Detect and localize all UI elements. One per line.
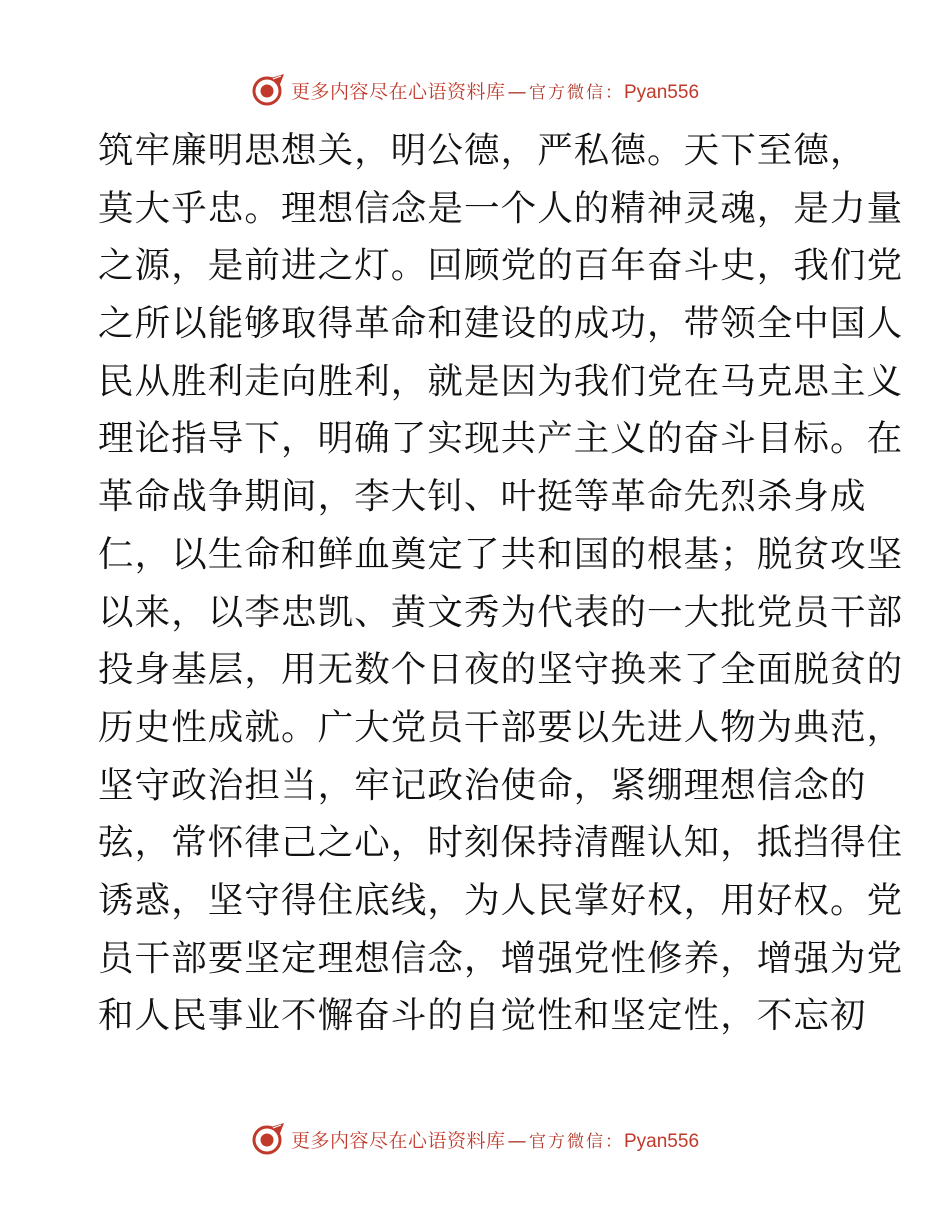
banner-separator: — xyxy=(507,1129,527,1152)
pen-nib-circle-icon xyxy=(251,1121,287,1157)
text-line: 莫大乎忠。理想信念是一个人的精神灵魂，是力量 xyxy=(98,187,904,229)
banner-label: 官方微信： xyxy=(529,1131,624,1152)
banner-main-text: 更多内容尽在心语资料库 xyxy=(290,80,506,103)
text-line: 筑牢廉明思想关，明公德，严私德。天下至德， xyxy=(98,130,867,171)
text-line: 仁，以生命和鲜血奠定了共和国的根基；脱贫攻坚 xyxy=(98,533,904,575)
banner-account: Pyan556 xyxy=(624,81,700,103)
banner-label: 官方微信： xyxy=(529,82,624,103)
text-line: 投身基层，用无数个日夜的坚守换来了全面脱贫的 xyxy=(98,649,904,691)
banner-main-text: 更多内容尽在心语资料库 xyxy=(290,1129,506,1152)
text-line: 民从胜利走向胜利，就是因为我们党在马克思主义 xyxy=(98,360,904,402)
banner-account: Pyan556 xyxy=(624,1130,700,1152)
text-line: 之所以能够取得革命和建设的成功，带领全中国人 xyxy=(98,303,904,345)
banner-message xyxy=(291,1126,699,1153)
banner-separator: — xyxy=(507,80,527,103)
text-line: 理论指导下，明确了实现共产主义的奋斗目标。在 xyxy=(98,418,904,460)
text-line: 历史性成就。广大党员干部要以先进人物为典范， xyxy=(98,706,904,748)
pen-nib-circle-icon xyxy=(251,72,287,108)
text-line: 诱惑，坚守得住底线，为人民掌好权，用好权。党 xyxy=(98,879,904,921)
header-banner xyxy=(0,70,950,110)
text-line: 革命战争期间，李大钊、叶挺等革命先烈杀身成 xyxy=(98,476,867,518)
document-body xyxy=(98,122,904,1045)
text-line: 弦，常怀律己之心，时刻保持清醒认知，抵挡得住 xyxy=(98,822,904,864)
text-line: 坚守政治担当，牢记政治使命，紧绷理想信念的 xyxy=(98,764,867,806)
text-line: 之源，是前进之灯。回顾党的百年奋斗史，我们党 xyxy=(98,245,904,287)
text-line: 和人民事业不懈奋斗的自觉性和坚定性，不忘初 xyxy=(98,995,867,1037)
text-line: 员干部要坚定理想信念，增强党性修养，增强为党 xyxy=(98,937,904,979)
banner-message xyxy=(291,77,699,104)
footer-banner xyxy=(0,1119,950,1159)
text-line: 以来，以李忠凯、黄文秀为代表的一大批党员干部 xyxy=(98,591,904,633)
